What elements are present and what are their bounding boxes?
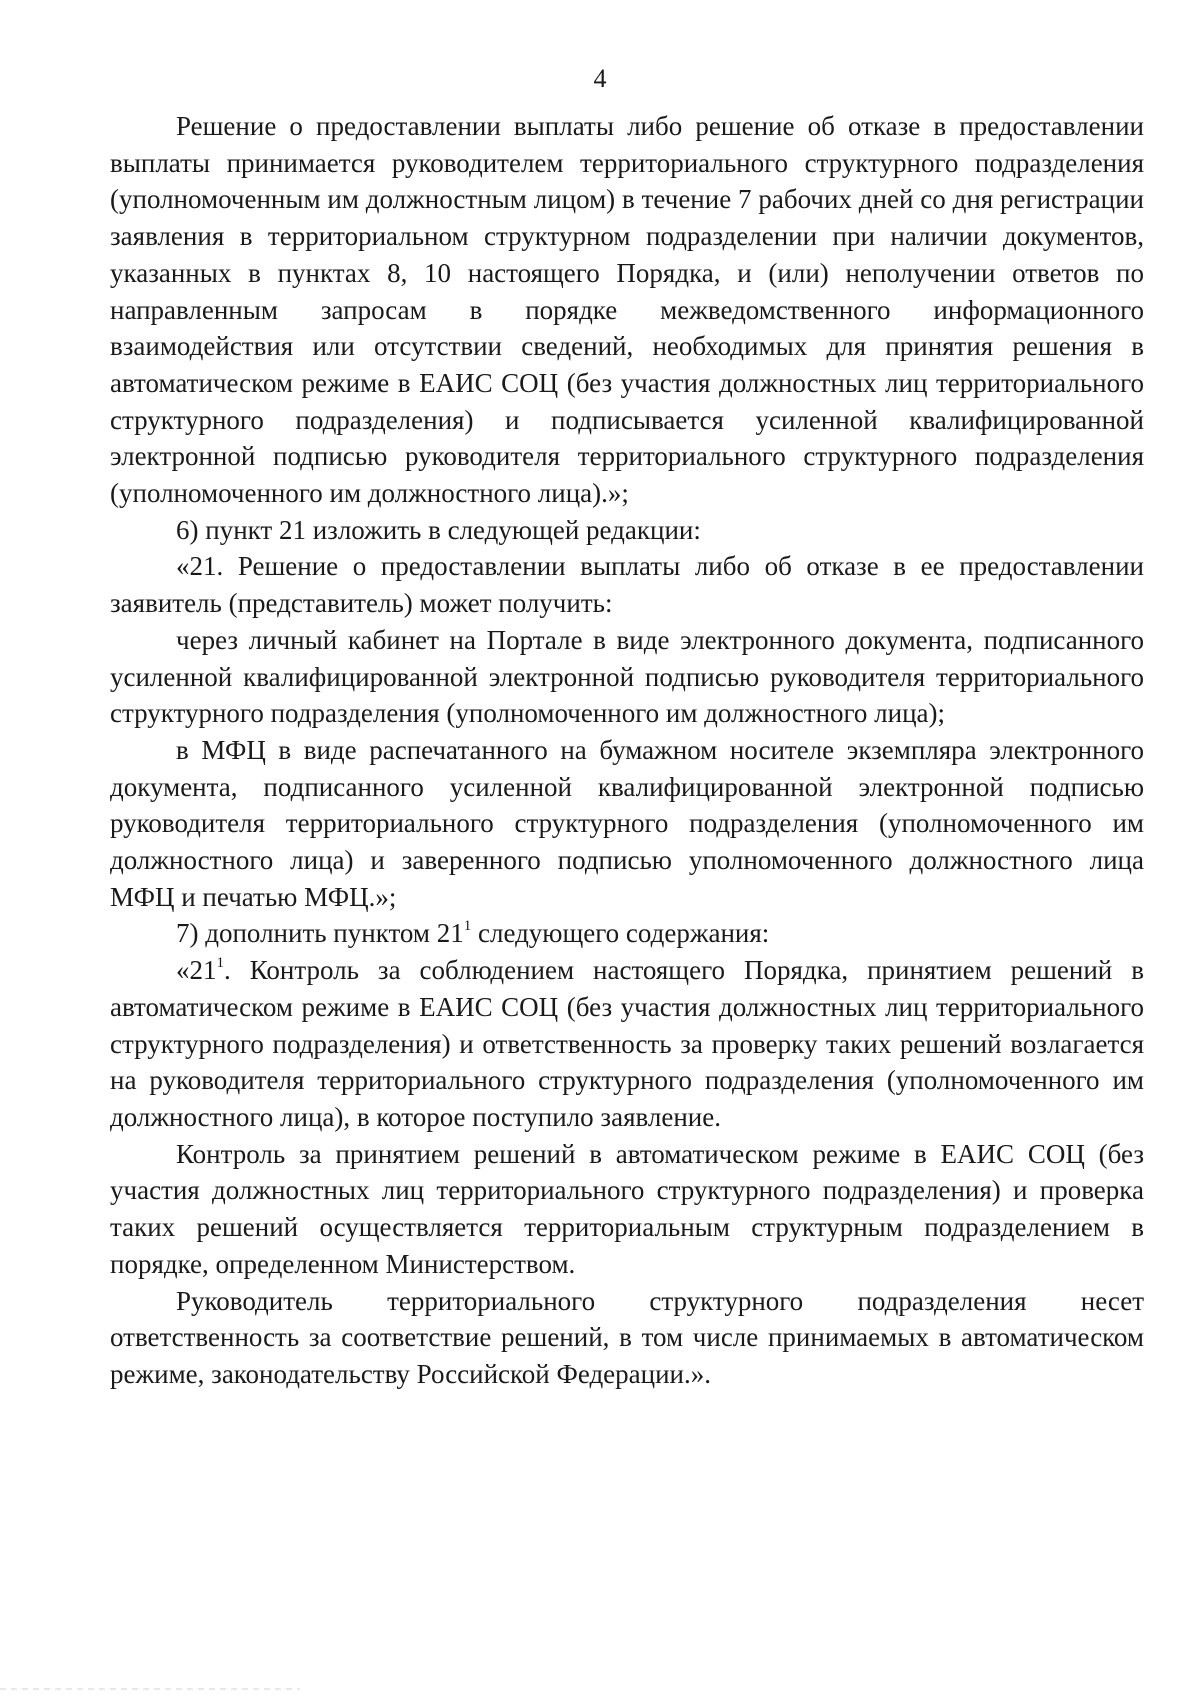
item-21-1-superscript: 1 xyxy=(216,955,224,972)
item-21-1-text-after: . Контроль за соблюдением настоящего Порядка, принятием решений в автоматическом режиме в ЕАИС СОЦ (без участия должностных лиц территориального структурного подразделения) и ответственность за проверку таких решений возлагается на руководителя территориального структурного подразделения (уполномоченного им должностного лица), в которое поступило заявление. xyxy=(110,955,1144,1132)
paragraph-item-6: 6) пункт 21 изложить в следующей редакции: xyxy=(176,514,701,545)
document-body xyxy=(110,108,1144,1393)
paragraph-portal-option: через личный кабинет на Портале в виде электронного документа, подписанного усиленной квалифицированной электронной подписью руководителя территориального структурного подразделения (уполномоченного им должностного лица); xyxy=(110,624,1144,729)
item-7-text-before: 7) дополнить пунктом 21 xyxy=(176,918,464,949)
paragraph-mfc-option: в МФЦ в виде распечатанного на бумажном носителе экземпляра электронного документа, подписанного усиленной квалифицированной электронной подписью руководителя территориального структурного подразделения (уполномоченного им должностного лица) и заверенного подписью уполномоченного должностного лица МФЦ и печатью МФЦ.»; xyxy=(110,734,1144,912)
paragraph-decision-timeline: Решение о предоставлении выплаты либо решение об отказе в предоставлении выплаты принимается руководителем территориального структурного подразделения (уполномоченным им должностным лицом) в течение 7 рабочих дней со дня регистрации заявления в территориальном структурном подразделении при наличии документов, указанных в пунктах 8, 10 настоящего Порядка, и (или) неполучении ответов по направленным запросам в порядке межведомственного информационного взаимодействия или отсутствии сведений, необходимых для принятия решения в автоматическом режиме в ЕАИС СОЦ (без участия должностных лиц территориального структурного подразделения) и подписывается усиленной квалифицированной электронной подписью руководителя территориального структурного подразделения (уполномоченного им должностного лица).»; xyxy=(110,111,1144,509)
item-7-superscript: 1 xyxy=(463,918,472,935)
paragraph-responsibility: Руководитель территориального структурного подразделения несет ответственность за соответствие решений, в том числе принимаемых в автоматическом режиме, законодательству Российской Федерации.». xyxy=(110,1285,1144,1389)
item-21-1-text-before: «21 xyxy=(176,955,217,986)
paragraph-item-21: «21. Решение о предоставлении выплаты либо об отказе в ее предоставлении заявитель (представитель) может получить: xyxy=(110,551,1144,619)
paragraph-item-7 xyxy=(110,915,1144,952)
page-number: 4 xyxy=(593,64,607,93)
scan-artifact-line xyxy=(0,1688,300,1690)
paragraph-control: Контроль за принятием решений в автоматическом режиме в ЕАИС СОЦ (без участия должностных лиц территориального структурного подразделения) и проверка таких решений осуществляется территориальным структурным подразделением в порядке, определенном Министерством. xyxy=(110,1138,1144,1279)
item-7-text-after: следующего содержания: xyxy=(471,918,770,949)
paragraph-item-21-1 xyxy=(110,952,1144,1136)
